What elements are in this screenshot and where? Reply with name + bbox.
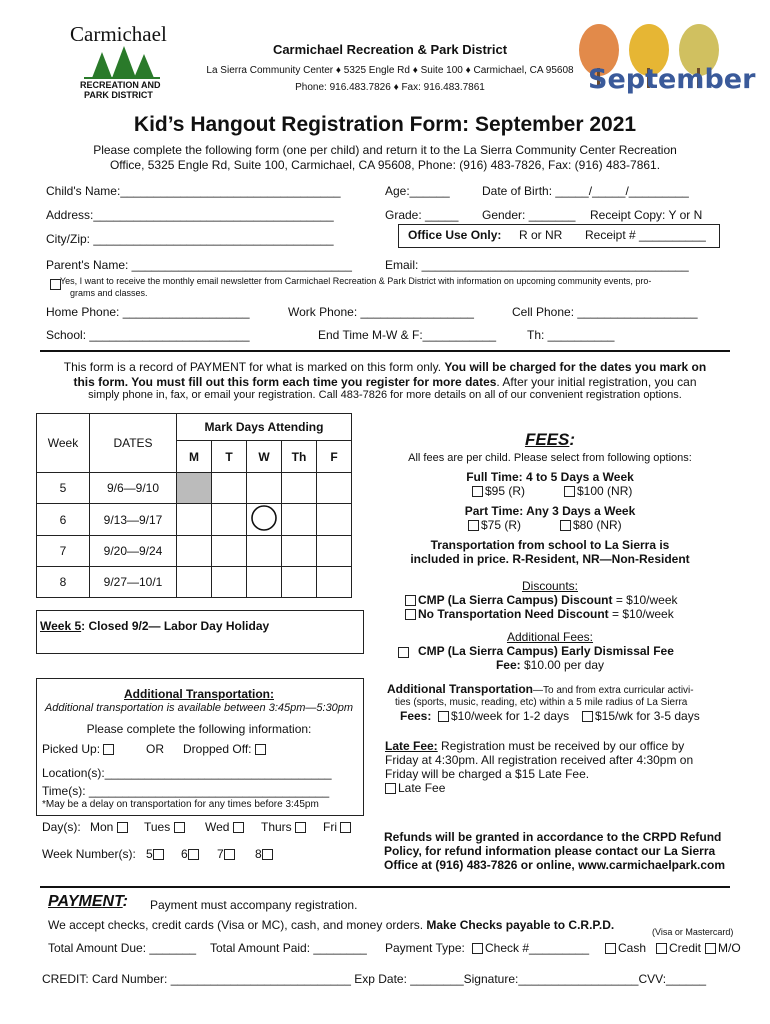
additional-fees-label: Additional Fees: [506, 630, 594, 644]
week-cell: 8 [37, 567, 90, 598]
divider [40, 886, 730, 888]
dates-cell: 9/20—9/24 [90, 536, 177, 567]
newsletter-text: grams and classes. [70, 288, 148, 298]
dropped-off-option[interactable]: Dropped Off: [183, 742, 268, 756]
discounts-label: Discounts: [521, 579, 579, 593]
intro-line: Office, 5325 Engle Rd, Suite 100, Carmichael, CA 95608, Phone: (916) 483-7826, Fax: (916) 483-7861. [109, 158, 661, 172]
closed-note: Week 5: Closed 9/2— Labor Day Holiday [40, 619, 270, 633]
day-header: Th [282, 441, 317, 473]
day-cell[interactable] [282, 536, 317, 567]
cmp-discount-option[interactable]: CMP (La Sierra Campus) Discount = $10/week [405, 593, 678, 607]
week-numbers-label: Week Number(s): [42, 847, 136, 861]
times-field[interactable]: Time(s): ____________________________________ [42, 784, 330, 798]
day-cell[interactable] [247, 473, 282, 504]
child-name-field[interactable]: Child's Name:_________________________________ [46, 184, 341, 198]
day-cell[interactable] [317, 536, 352, 567]
accepted-payments: We accept checks, credit cards (Visa or MC), cash, and money orders. Make Checks payable to C.R.P.D. [48, 918, 615, 932]
transport-note: included in price. R-Resident, NR—Non-Resident [410, 552, 690, 566]
day-cell[interactable] [177, 567, 212, 598]
org-phone: Phone: 916.483.7826 ♦ Fax: 916.483.7861 [295, 82, 485, 93]
mo-option[interactable]: M/O [705, 941, 741, 955]
newsletter-text: Yes, I want to receive the monthly email newsletter from Carmichael Recreation & Park District with information on upcoming community events, pro- [60, 276, 652, 286]
payment-type-label: Payment Type: [385, 941, 465, 955]
day-cell[interactable] [212, 473, 247, 504]
week-5-option[interactable]: 5 [146, 847, 166, 861]
refund-text: Office at (916) 483-7826 or online, www.carmichaelpark.com [384, 858, 726, 872]
transport-box-note: Additional transportation is available between 3:45pm—5:30pm [44, 702, 354, 714]
divider [40, 350, 730, 352]
day-fri-option[interactable]: Fri [323, 820, 353, 834]
late-fee-text: Late Fee: Registration must be received by our office by [385, 739, 685, 753]
day-cell[interactable] [317, 504, 352, 536]
payment-subtitle: Payment must accompany registration. [150, 898, 358, 912]
transport-note: Transportation from school to La Sierra is [430, 538, 670, 552]
day-header: M [177, 441, 212, 473]
gender-field[interactable]: Gender: _______ [482, 208, 576, 222]
day-cell[interactable] [282, 504, 317, 536]
day-cell[interactable] [212, 536, 247, 567]
receipt-copy-field[interactable]: Receipt Copy: Y or N [590, 208, 703, 222]
ft-nr-option[interactable]: $100 (NR) [564, 484, 632, 498]
day-mon-option[interactable]: Mon [90, 820, 130, 834]
address-field[interactable]: Address:____________________________________ [46, 208, 334, 222]
credit-option[interactable]: Credit [656, 941, 701, 955]
check-option[interactable]: Check #_________ [472, 941, 589, 955]
picked-up-option[interactable]: Picked Up: [42, 742, 116, 756]
payment-title: PAYMENT: [48, 893, 128, 910]
location-field[interactable]: Location(s):__________________________________ [42, 766, 332, 780]
day-header: F [317, 441, 352, 473]
late-fee-option[interactable]: Late Fee [385, 781, 445, 795]
refund-text: Policy, for refund information please contact our La Sierra [384, 844, 716, 858]
pt-r-option[interactable]: $75 (R) [468, 518, 521, 532]
total-due-field[interactable]: Total Amount Due: _______ [48, 941, 197, 955]
day-cell[interactable] [177, 504, 212, 536]
age-field[interactable]: Age:______ [385, 184, 450, 198]
early-dismissal-fee: Fee: $10.00 per day [495, 658, 605, 672]
day-header: T [212, 441, 247, 473]
delay-note: *May be a delay on transportation for any times before 3:45pm [42, 799, 319, 810]
fees-intro: All fees are per child. Please select from following options: [408, 452, 692, 464]
dates-cell: 9/6—9/10 [90, 473, 177, 504]
day-wed-option[interactable]: Wed [205, 820, 246, 834]
week-cell: 7 [37, 536, 90, 567]
payment-note: this form. You must fill out this form each time you register for more dates. After your initial registration, you can [73, 375, 697, 389]
day-header: W [247, 441, 282, 473]
payment-note: simply phone in, fax, or email your registration. Call 483-7826 for more details on all of our convenient registration options. [88, 389, 682, 401]
receipt-number: Receipt # __________ [585, 228, 706, 242]
dates-cell: 9/27—10/1 [90, 567, 177, 598]
table-row [37, 473, 352, 504]
total-paid-field[interactable]: Total Amount Paid: ________ [210, 941, 367, 955]
credit-card-line[interactable]: CREDIT: Card Number: ___________________________ Exp Date: ________Signature:__________________CVV:______ [42, 972, 707, 986]
late-fee-text: Friday will be charged a $15 Late Fee. [385, 767, 590, 781]
office-use-label: Office Use Only: [408, 228, 502, 242]
days-attending-table [36, 413, 352, 598]
cash-option[interactable]: Cash [605, 941, 646, 955]
th-end-time-field[interactable]: Th: __________ [527, 328, 615, 342]
add-transport-fees-label: Fees: [400, 709, 432, 723]
day-cell-disabled [177, 473, 212, 504]
week-6-option[interactable]: 6 [181, 847, 201, 861]
add-transport-option-1[interactable]: $10/week for 1-2 days [438, 709, 569, 723]
or-label: OR [146, 742, 164, 756]
day-cell[interactable] [282, 473, 317, 504]
r-or-nr: R or NR [519, 228, 563, 242]
day-thurs-option[interactable]: Thurs [261, 820, 308, 834]
table-row [37, 567, 352, 598]
intro-line: Please complete the following form (one per child) and return it to the La Sierra Community Center Recreation [93, 143, 677, 157]
dates-header: DATES [90, 414, 177, 473]
no-transport-discount-option[interactable]: No Transportation Need Discount = $10/week [405, 607, 674, 621]
days-label: Day(s): [42, 820, 81, 834]
day-cell[interactable] [247, 504, 282, 536]
day-cell[interactable] [177, 536, 212, 567]
work-phone-field[interactable]: Work Phone: _________________ [288, 305, 474, 319]
fees-title: FEES: [524, 430, 576, 449]
month-banner: September [588, 64, 756, 95]
week-8-option[interactable]: 8 [255, 847, 275, 861]
full-time-label: Full Time: 4 to 5 Days a Week [466, 470, 634, 484]
logo-subtext: PARK DISTRICT [84, 90, 153, 100]
add-transport-desc: Additional Transportation—To and from extra curricular activi- [387, 682, 694, 696]
dob-field[interactable]: Date of Birth: _____/_____/_________ [482, 184, 689, 198]
add-transport-desc: ties (sports, music, reading, etc) within a 5 mile radius of La Sierra [395, 697, 688, 708]
week-header: Week [37, 414, 90, 473]
circle-mark-icon [250, 504, 278, 532]
dates-cell: 9/13—9/17 [90, 504, 177, 536]
week-cell: 6 [37, 504, 90, 536]
parent-name-field[interactable]: Parent's Name: _________________________________ [46, 258, 352, 272]
transport-box-instructions: Please complete the following information: [86, 722, 312, 736]
city-zip-field[interactable]: City/Zip: ____________________________________ [46, 232, 334, 246]
day-cell[interactable] [212, 504, 247, 536]
table-row [37, 536, 352, 567]
pt-nr-option[interactable]: $80 (NR) [560, 518, 622, 532]
table-row [37, 504, 352, 536]
day-cell[interactable] [317, 567, 352, 598]
part-time-label: Part Time: Any 3 Days a Week [464, 504, 636, 518]
day-cell[interactable] [317, 473, 352, 504]
late-fee-text: Friday at 4:30pm. All registration received after 4:30pm on [385, 753, 694, 767]
refund-text: Refunds will be granted in accordance to the CRPD Refund [384, 830, 722, 844]
end-time-field[interactable]: End Time M-W & F:___________ [318, 328, 497, 342]
home-phone-field[interactable]: Home Phone: ___________________ [46, 305, 250, 319]
org-address: La Sierra Community Center ♦ 5325 Engle Rd ♦ Suite 100 ♦ Carmichael, CA 95608 [206, 65, 574, 76]
page-title: Kid’s Hangout Registration Form: September 2021 [133, 113, 637, 136]
org-name: Carmichael Recreation & Park District [272, 42, 508, 57]
logo-text: Carmichael [70, 22, 167, 46]
ft-r-option[interactable]: $95 (R) [472, 484, 525, 498]
day-cell[interactable] [247, 567, 282, 598]
cell-phone-field[interactable]: Cell Phone: __________________ [512, 305, 698, 319]
visa-note: (Visa or Mastercard) [652, 927, 734, 937]
week-cell: 5 [37, 473, 90, 504]
tree-icon [82, 46, 162, 80]
logo-subtext: RECREATION AND [80, 80, 161, 90]
transport-box-title: Additional Transportation: [124, 687, 274, 701]
day-tues-option[interactable]: Tues [144, 820, 187, 834]
add-transport-option-2[interactable]: $15/wk for 3-5 days [582, 709, 700, 723]
school-field[interactable]: School: ________________________ [46, 328, 250, 342]
mark-days-header: Mark Days Attending [177, 414, 352, 441]
day-cell[interactable] [282, 567, 317, 598]
week-7-option[interactable]: 7 [217, 847, 237, 861]
early-dismissal-label: CMP (La Sierra Campus) Early Dismissal Fee [418, 644, 674, 658]
day-cell[interactable] [212, 567, 247, 598]
day-cell[interactable] [247, 536, 282, 567]
payment-note: This form is a record of PAYMENT for what is marked on this form only. You will be charged for the dates you mark on [63, 360, 707, 374]
early-dismissal-checkbox[interactable] [398, 647, 409, 658]
email-field[interactable]: Email: ________________________________________ [385, 258, 689, 272]
grade-field[interactable]: Grade: _____ [385, 208, 459, 222]
